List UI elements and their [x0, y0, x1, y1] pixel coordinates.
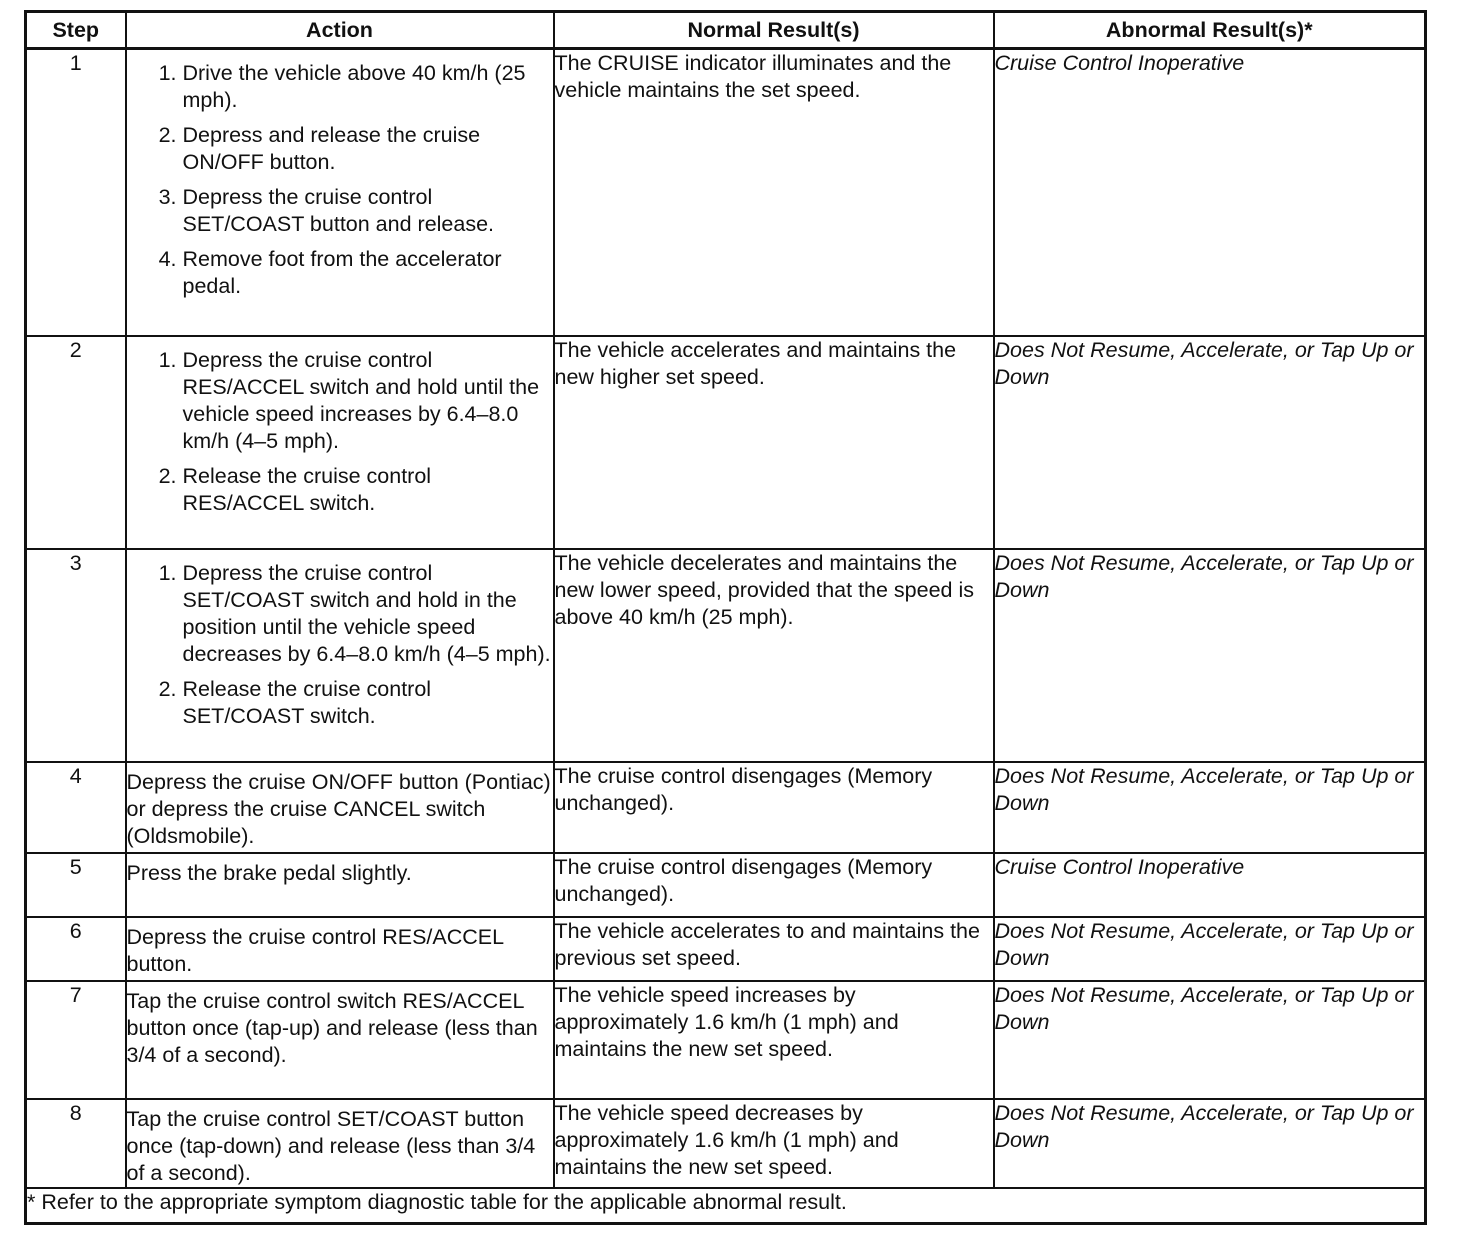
header-abnormal-results: Abnormal Result(s)* — [994, 12, 1426, 49]
abnormal-result: Does Not Resume, Accelerate, or Tap Up or Down — [994, 336, 1426, 549]
normal-result: The cruise control disengages (Memory unchanged). — [554, 853, 994, 917]
action-text: Tap the cruise control SET/COAST button once (tap-down) and release (less than 3/4 of a second). — [126, 1099, 554, 1188]
step-number: 4 — [26, 762, 126, 853]
normal-result: The vehicle accelerates to and maintains the previous set speed. — [554, 917, 994, 981]
action-item: 2. Release the cruise control RES/ACCEL switch. — [183, 463, 553, 517]
table-row — [26, 1099, 1426, 1188]
normal-result: The CRUISE indicator illuminates and the vehicle maintains the set speed. — [554, 49, 994, 336]
table-row — [26, 336, 1426, 549]
action-cell — [126, 49, 554, 336]
step-number: 5 — [26, 853, 126, 917]
abnormal-result: Cruise Control Inoperative — [994, 49, 1426, 336]
step-number: 7 — [26, 981, 126, 1099]
abnormal-result: Does Not Resume, Accelerate, or Tap Up or Down — [994, 762, 1426, 853]
action-cell — [126, 549, 554, 762]
table-row — [26, 762, 1426, 853]
table-row — [26, 917, 1426, 981]
action-text: Press the brake pedal slightly. — [126, 853, 554, 917]
action-text: Depress the cruise control RES/ACCEL button. — [126, 917, 554, 981]
abnormal-result: Does Not Resume, Accelerate, or Tap Up or Down — [994, 1099, 1426, 1188]
step-number: 3 — [26, 549, 126, 762]
table-row — [26, 549, 1426, 762]
normal-result: The vehicle speed increases by approximately 1.6 km/h (1 mph) and maintains the new set speed. — [554, 981, 994, 1099]
action-list — [127, 560, 553, 730]
action-list — [127, 347, 553, 517]
action-item: 3. Depress the cruise control SET/COAST button and release. — [183, 184, 553, 238]
table-row — [26, 49, 1426, 336]
step-number: 8 — [26, 1099, 126, 1188]
action-text: Tap the cruise control switch RES/ACCEL button once (tap-up) and release (less than 3/4 of a second). — [126, 981, 554, 1099]
step-number: 2 — [26, 336, 126, 549]
abnormal-result: Cruise Control Inoperative — [994, 853, 1426, 917]
action-item: 1. Drive the vehicle above 40 km/h (25 mph). — [183, 60, 553, 114]
abnormal-result: Does Not Resume, Accelerate, or Tap Up or Down — [994, 549, 1426, 762]
abnormal-result: Does Not Resume, Accelerate, or Tap Up or Down — [994, 917, 1426, 981]
table-row — [26, 981, 1426, 1099]
action-text: Depress the cruise ON/OFF button (Pontiac) or depress the cruise CANCEL switch (Oldsmobile). — [126, 762, 554, 853]
diagnostic-table-wrapper — [24, 10, 1424, 1225]
header-normal-results: Normal Result(s) — [554, 12, 994, 49]
table-row — [26, 853, 1426, 917]
header-step: Step — [26, 12, 126, 49]
footnote: * Refer to the appropriate symptom diagnostic table for the applicable abnormal result. — [26, 1188, 1426, 1224]
action-item: 2. Release the cruise control SET/COAST switch. — [183, 676, 553, 730]
footnote-row — [26, 1188, 1426, 1224]
normal-result: The vehicle decelerates and maintains the new lower speed, provided that the speed is above 40 km/h (25 mph). — [554, 549, 994, 762]
step-number: 1 — [26, 49, 126, 336]
action-item: 1. Depress the cruise control RES/ACCEL switch and hold until the vehicle speed increases by 6.4–8.0 km/h (4–5 mph). — [183, 347, 553, 455]
action-list — [127, 60, 553, 300]
table-header-row — [26, 12, 1426, 49]
step-number: 6 — [26, 917, 126, 981]
action-item: 1. Depress the cruise control SET/COAST switch and hold in the position until the vehicle speed decreases by 6.4–8.0 km/h (4–5 mph). — [183, 560, 553, 668]
action-item: 4. Remove foot from the accelerator pedal. — [183, 246, 553, 300]
normal-result: The vehicle accelerates and maintains the new higher set speed. — [554, 336, 994, 549]
abnormal-result: Does Not Resume, Accelerate, or Tap Up or Down — [994, 981, 1426, 1099]
action-item: 2. Depress and release the cruise ON/OFF button. — [183, 122, 553, 176]
header-action: Action — [126, 12, 554, 49]
cruise-control-diagnostic-table — [24, 10, 1427, 1225]
normal-result: The cruise control disengages (Memory unchanged). — [554, 762, 994, 853]
normal-result: The vehicle speed decreases by approximately 1.6 km/h (1 mph) and maintains the new set speed. — [554, 1099, 994, 1188]
action-cell — [126, 336, 554, 549]
